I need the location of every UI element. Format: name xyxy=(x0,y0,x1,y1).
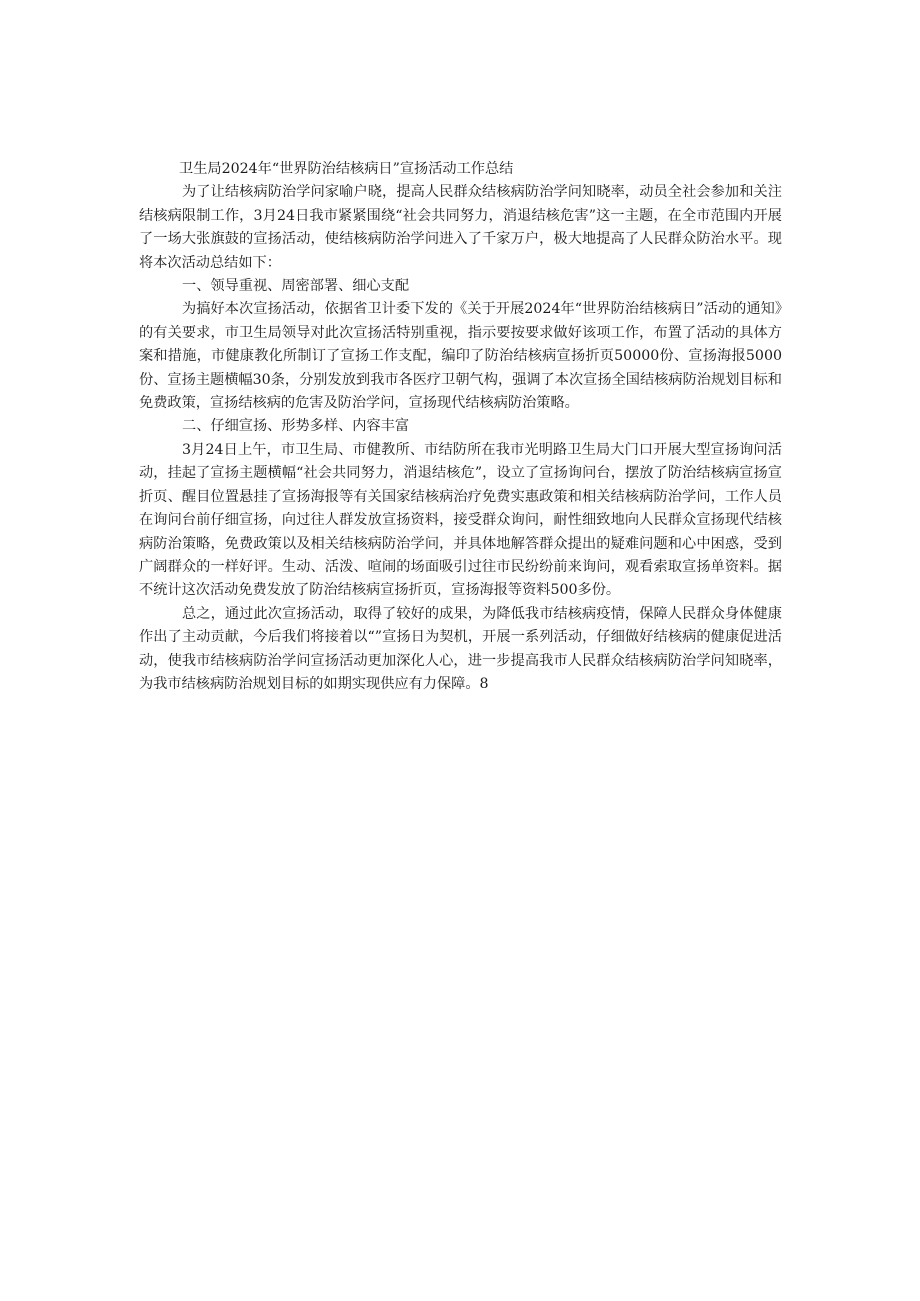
section-heading-1: 一、领导重视、周密部署、细心支配 xyxy=(182,278,410,295)
intro-paragraph: 为了让结核病防治学问家喻户晓，提高人民群众结核病防治学问知晓率，动员全社会参加和关注结核病限制工作，3月24日我市紧紧围绕“社会共同努力，消退结核危害”这一主题，在全市范围内开展了一场大张旗鼓的宣扬活动，使结核病防治学问进入了千家万户，极大地提高了人民群众防治水平。现将本次活动总结如下： xyxy=(139,184,782,271)
document-body xyxy=(139,158,782,696)
document-title: 卫生局2024年“世界防治结核病日”宣扬活动工作总结 xyxy=(179,161,514,177)
section-1-paragraph: 为搞好本次宣扬活动，依据省卫计委下发的《关于开展2024年“世界防治结核病日”活动的通知》的有关要求，市卫生局领导对此次宣扬活特别重视，指示要按要求做好该项工作，布置了活动的具体方案和措施，市健康教化所制订了宣扬工作支配，编印了防治结核病宣扬折页50000份、宣扬海报5000份、宣扬主题横幅30条，分别发放到我市各医疗卫朝气构，强调了本次宣扬全国结核病防治规划目标和免费政策，宣扬结核病的危害及防治学问，宣扬现代结核病防治策略。 xyxy=(139,301,782,412)
section-heading-2: 二、仔细宣扬、形势多样、内容丰富 xyxy=(182,418,410,435)
conclusion-paragraph: 总之，通过此次宣扬活动，取得了较好的成果，为降低我市结核病疫情，保障人民群众身体健康作出了主动贡献，今后我们将接着以“”宣扬日为契机，开展一系列活动，仔细做好结核病的健康促进活动，使我市结核病防治学问宣扬活动更加深化人心，进一步提高我市人民群众结核病防治学问知晓率，为我市结核病防治规划目标的如期实现供应有力保障。8 xyxy=(139,605,782,692)
section-2-paragraph: 3月24日上午，市卫生局、市健教所、市结防所在我市光明路卫生局大门口开展大型宣扬询问活动，挂起了宣扬主题横幅“社会共同努力，消退结核危”，设立了宣扬询问台，摆放了防治结核病宣扬宣折页、醒目位置悬挂了宣扬海报等有关国家结核病治疗免费实惠政策和相关结核病防治学问，工作人员在询问台前仔细宣扬，向过往人群发放宣扬资料，接受群众询问，耐性细致地向人民群众宣扬现代结核病防治策略，免费政策以及相关结核病防治学问，并具体地解答群众提出的疑难问题和心中困惑，受到广阔群众的一样好评。生动、活泼、喧闹的场面吸引过往市民纷纷前来询问，观看索取宣扬单资料。据不统计这次活动免费发放了防治结核病宣扬折页，宣扬海报等资料500多份。 xyxy=(139,441,782,599)
